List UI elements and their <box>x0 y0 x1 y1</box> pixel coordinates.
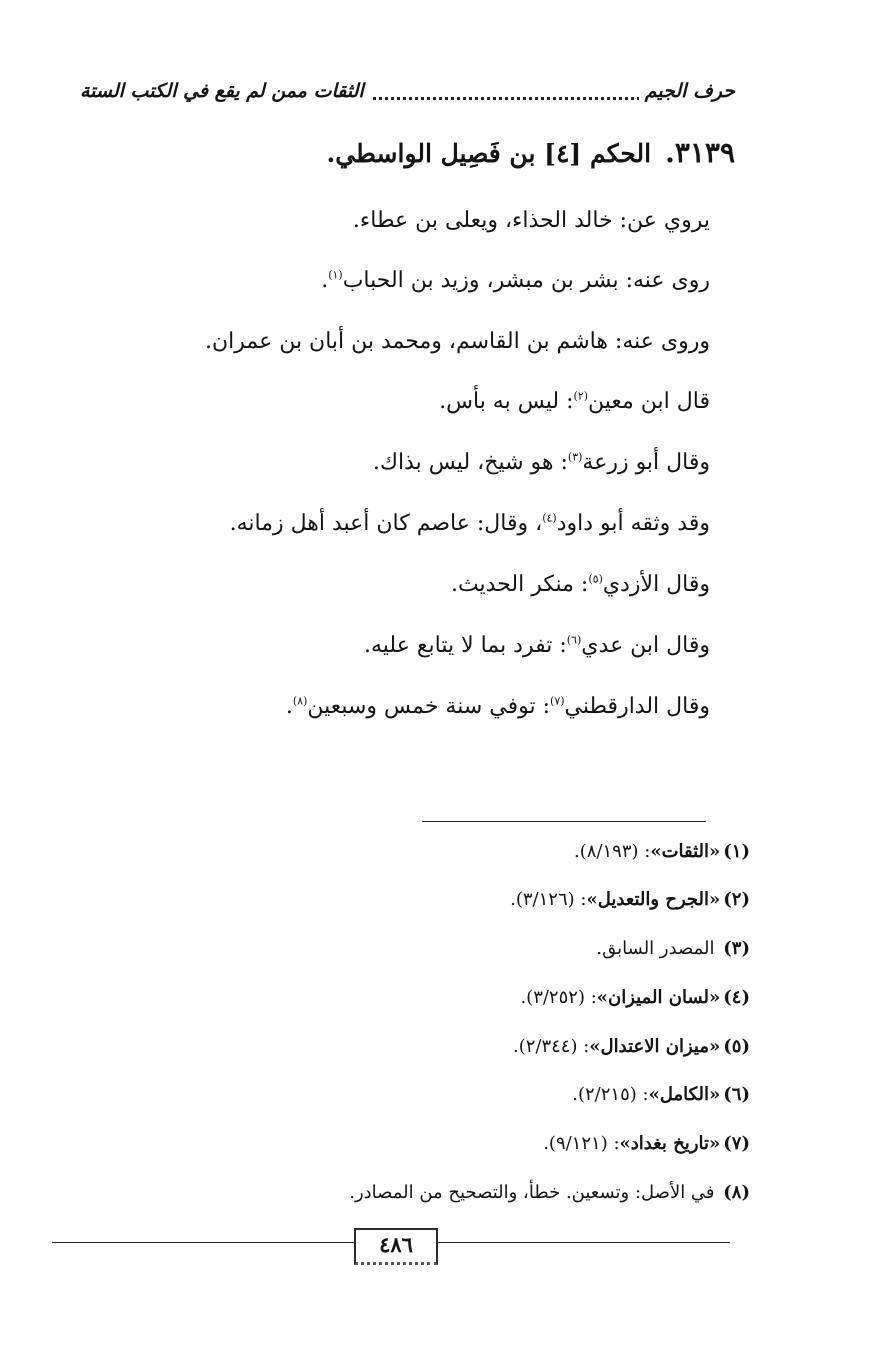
header-book-title: الثقات ممن لم يقع في الكتب الستة <box>80 80 370 102</box>
footnote-marker: (٤) <box>542 511 557 525</box>
running-header <box>80 80 735 112</box>
line-text-tail: : توفي سنة خمس وسبعين <box>307 694 551 719</box>
line-text-tail: ، وقال: عاصم كان أعبد أهل زمانه. <box>229 511 543 536</box>
entry-heading <box>327 136 736 169</box>
line-text-tail: : تفرد بما لا يتابع عليه. <box>363 633 567 658</box>
footnote-reference: : (٩/١٢١). <box>543 1133 620 1154</box>
footnote-reference: : (٢/٢١٥). <box>572 1084 649 1105</box>
line-text: وقال الأزدي <box>602 572 710 597</box>
line-text: وقال أبو زرعة <box>582 450 710 475</box>
header-chapter: حرف الجيم <box>639 80 735 102</box>
footnote <box>513 1038 750 1056</box>
footnote-source: «الكامل» <box>648 1084 721 1105</box>
footnote-source: «لسان الميزان» <box>596 987 721 1008</box>
line-text: وقال ابن عدي <box>581 633 710 658</box>
footnote-reference: : (٢/٣٤٤). <box>512 1036 590 1057</box>
body-line <box>439 391 710 413</box>
footnote-reference: : (٨/١٩٣). <box>574 841 651 862</box>
body-line <box>451 574 710 596</box>
line-text: وقد وثقه أبو داود <box>556 511 710 536</box>
body-line <box>364 635 710 657</box>
footnote-number: (٤) <box>723 987 750 1008</box>
footnote-source: «ميزان الاعتدال» <box>589 1036 721 1057</box>
footnote-marker: (٢) <box>573 389 589 403</box>
line-text-tail: : هو شيخ، ليس بذاك. <box>372 450 568 475</box>
footnote-reference: : (٣/١٢٦). <box>510 889 587 910</box>
footnote-number: (٨) <box>723 1182 750 1203</box>
line-text: روى عنه: بشر بن مبشر، وزيد بن الحباب <box>342 268 710 293</box>
entry-name: الحكم [٤] بن فَصِيل الواسطي. <box>326 139 652 168</box>
page-number: ٤٨٦ <box>354 1228 438 1265</box>
entry-number: ٣١٣٩. <box>665 136 735 169</box>
footnote-number: (٢) <box>723 889 750 910</box>
body-line <box>230 513 710 535</box>
footnote <box>572 1086 750 1104</box>
line-text-tail: : ليس به بأس. <box>439 389 574 414</box>
footnote-reference: المصدر السابق. <box>596 938 721 959</box>
footnote-source: «تاريخ بغداد» <box>619 1133 721 1154</box>
line-text-tail: . <box>285 694 293 719</box>
body-line <box>321 270 710 292</box>
footnote <box>349 1184 750 1202</box>
body-line <box>205 331 710 353</box>
footnote-marker: (٣) <box>567 450 583 464</box>
footnote <box>574 843 750 861</box>
body-line <box>286 696 710 718</box>
line-text: وروى عنه: هاشم بن القاسم، ومحمد بن أبان بن عمران. <box>204 329 710 354</box>
footnote-separator <box>422 821 706 822</box>
line-text: يروي عن: خالد الحذاء، ويعلى بن عطاء. <box>352 208 710 233</box>
body-line <box>373 452 710 474</box>
footnote <box>520 989 750 1007</box>
footnote-source: «الثقات» <box>650 841 721 862</box>
line-text-tail: . <box>321 268 329 293</box>
body-line <box>353 210 710 232</box>
footnote-reference: في الأصل: وتسعين. خطأ، والتصحيح من المصادر. <box>349 1182 721 1203</box>
footnote <box>596 940 750 958</box>
footnote <box>543 1135 750 1153</box>
footnote-marker: (٧) <box>550 694 565 708</box>
footnote <box>510 891 750 909</box>
footnote-number: (٥) <box>723 1036 750 1057</box>
footnote-marker: (٨) <box>292 694 308 708</box>
line-text-tail: : منكر الحديث. <box>450 572 589 597</box>
footnote-number: (٦) <box>723 1084 750 1105</box>
footnote-number: (٧) <box>723 1133 750 1154</box>
footnote-reference: : (٣/٢٥٢). <box>520 987 597 1008</box>
footnote-number: (٣) <box>723 938 750 959</box>
footnote-marker: (٦) <box>566 633 582 647</box>
footnote-marker: (٥) <box>588 572 603 586</box>
line-text: قال ابن معين <box>588 389 710 414</box>
footnote-source: «الجرح والتعديل» <box>586 889 721 910</box>
footnote-number: (١) <box>723 841 750 862</box>
line-text: وقال الدارقطني <box>564 694 710 719</box>
footnote-marker: (١) <box>328 268 343 282</box>
